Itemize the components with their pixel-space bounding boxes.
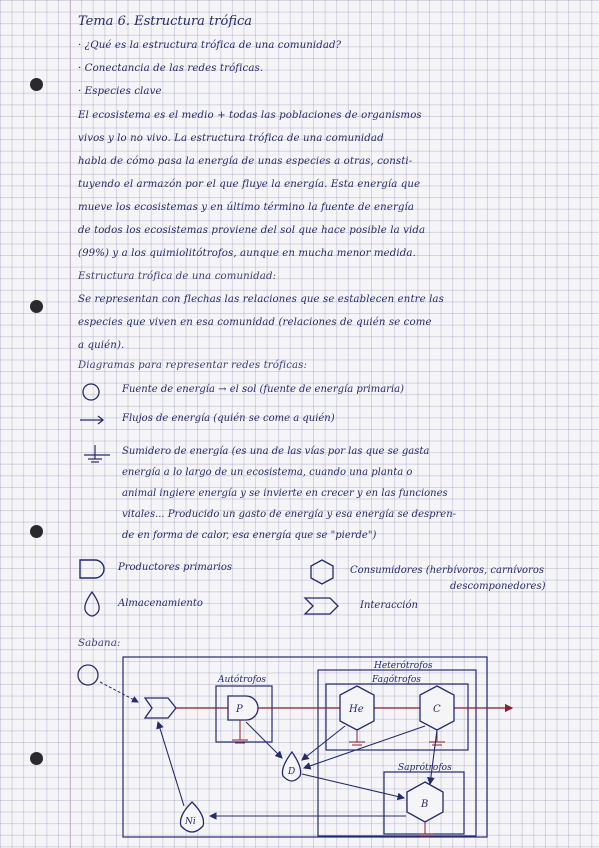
legend-consumers-text: Consumidores (herbívoros, carnívoros	[350, 565, 544, 576]
interaction-icon	[305, 598, 338, 614]
diagram-heading: Diagramas para representar redes tróficas:	[78, 360, 308, 371]
bullet-item: · ¿Qué es la estructura trófica de una comunidad?	[78, 40, 342, 51]
node-c-label: C	[433, 704, 441, 715]
sun-source-icon	[78, 665, 98, 685]
legend-consumers-text-2: descomponedores)	[450, 581, 546, 592]
legend-storage-text: Almacenamiento	[118, 598, 203, 609]
savanna-food-web-diagram	[0, 630, 599, 848]
intro-line: de todos los ecosistemas proviene del sol que hace posible la vida	[78, 225, 426, 236]
node-d-label: D	[288, 767, 296, 777]
example-label: Sabana:	[78, 638, 121, 649]
intro-line: habla de cómo pasa la energía de unas especies a otras, consti-	[78, 156, 413, 167]
legend-sink-line: animal ingiere energía y se invierte en crecer y en las funciones	[122, 488, 448, 499]
legend-flow-text: Flujos de energía (quién se come a quién)	[122, 413, 335, 424]
section-line: a quién).	[78, 340, 125, 351]
intro-line: vivos y lo no vivo. La estructura trófica de una comunidad	[78, 133, 384, 144]
legend-sink-line: Sumidero de energía (es una de las vías por las que se gasta	[122, 446, 430, 457]
intro-line: mueve los ecosistemas y en último término la fuente de energía	[78, 202, 415, 213]
sun-arrow	[100, 682, 138, 702]
legend-producers-text: Productores primarios	[118, 562, 232, 573]
legend-sink-line: energía a lo largo de un ecosistema, cuando una planta o	[122, 467, 413, 478]
phagotrophs-label: Fagótrofos	[372, 675, 421, 685]
consumer-icon	[311, 560, 333, 584]
heterotrophs-label: Heterótrofos	[374, 661, 433, 671]
producer-node-icon	[228, 696, 258, 720]
intro-line: tuyendo el armazón por el que fluye la energía. Esta energía que	[78, 179, 421, 190]
node-b-label: B	[421, 799, 429, 810]
energy-sink-icon	[84, 445, 110, 462]
energy-source-icon	[83, 384, 99, 400]
legend-sink-line: de en forma de calor, esa energía que se "pierde")	[122, 530, 377, 541]
intro-line: (99%) y a los quimiolitótrofos, aunque en mucha menor medida.	[78, 248, 416, 259]
storage-icon	[85, 592, 99, 616]
legend-interaction-text: Interacción	[360, 600, 418, 611]
node-ni-label: Ni	[185, 817, 196, 827]
bullet-item: · Especies clave	[78, 86, 162, 97]
saprotrophs-label: Saprótrofos	[398, 763, 452, 773]
node-p-label: P	[236, 704, 243, 715]
section-line: especies que viven en esa comunidad (relaciones de quién se come	[78, 317, 432, 328]
autotrophs-label: Autótrofos	[218, 675, 267, 685]
section-line: Se representan con flechas las relaciones que se establecen entre las	[78, 294, 444, 305]
intro-line: El ecosistema es el medio + todas las poblaciones de organismos	[78, 110, 422, 121]
section-heading: Estructura trófica de una comunidad:	[78, 271, 277, 282]
bullet-item: · Conectancia de las redes tróficas.	[78, 63, 264, 74]
legend-source-text: Fuente de energía → el sol (fuente de energía primaria)	[122, 384, 405, 395]
interaction-node-icon	[145, 698, 176, 718]
energy-flow-arrow-icon	[80, 416, 103, 424]
node-he-label: He	[349, 704, 364, 715]
page-title: Tema 6. Estructura trófica	[78, 14, 253, 29]
legend-sink-line: vitales... Producido un gasto de energía y esa energía se despren-	[122, 509, 457, 520]
producer-icon	[80, 560, 104, 578]
